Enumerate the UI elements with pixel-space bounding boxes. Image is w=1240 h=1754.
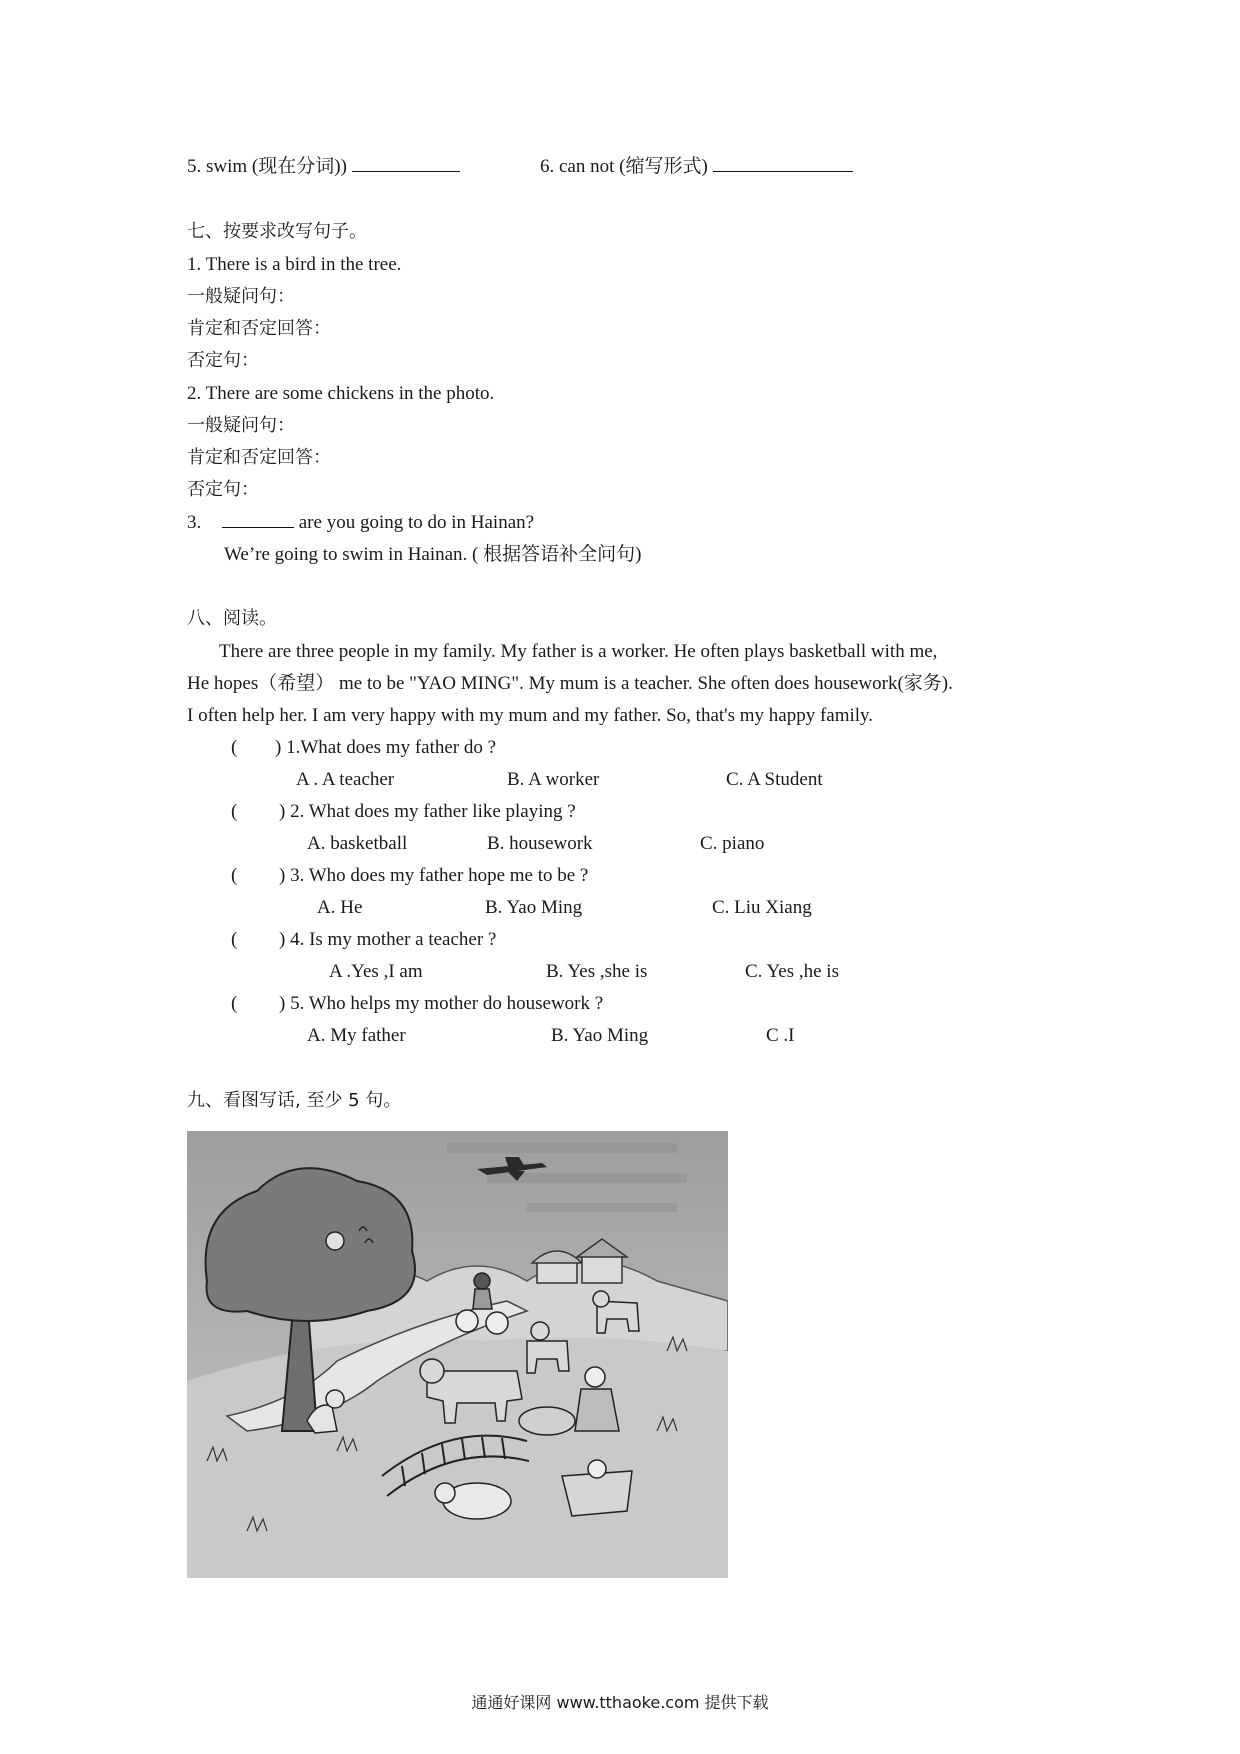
section-7-q1: 1. There is a bird in the tree. <box>187 254 402 275</box>
answer-bracket[interactable]: ( <box>231 801 238 822</box>
answer-bracket[interactable]: ( <box>231 993 238 1014</box>
passage-line-3: I often help her. I am very happy with my mum and my father. So, that's my happy family. <box>187 705 874 726</box>
reading-question-2 <box>231 799 576 825</box>
question-3-option-c: C. Liu Xiang <box>712 897 812 918</box>
question-5-option-b: B. Yao Ming <box>551 1025 649 1046</box>
question-1-option-b: B. A worker <box>507 769 600 790</box>
reading-question-4 <box>231 927 496 953</box>
passage-line-1: There are three people in my family. My father is a worker. He often plays basketball with me, <box>219 641 938 662</box>
farm-scene-picture <box>187 1131 728 1578</box>
fill-item-6 <box>540 154 853 180</box>
page-footer: 通通好课网 www.tthaoke.com 提供下载 <box>471 1693 769 1712</box>
section-7-q1-answers: 肯定和否定回答： <box>187 318 331 339</box>
section-7-q2-answers: 肯定和否定回答： <box>187 447 331 468</box>
fill-item-6-blank[interactable] <box>713 155 853 172</box>
answer-bracket[interactable]: ( <box>231 737 238 758</box>
question-text: ) 5. Who helps my mother do housework ? <box>279 993 604 1014</box>
question-3-option-a: A. He <box>317 897 363 918</box>
farm-scene-drawing <box>187 1131 728 1578</box>
section-9-heading: 九、看图写话, 至少 5 句。 <box>187 1090 402 1111</box>
question-2-option-c: C. piano <box>700 833 765 854</box>
fill-item-5-blank[interactable] <box>352 155 460 172</box>
question-2-option-a: A. basketball <box>307 833 408 854</box>
section-7-q2-general: 一般疑问句： <box>187 415 295 436</box>
question-1-option-c: C. A Student <box>726 769 823 790</box>
fill-item-5-label: 5. swim (现在分词)) <box>187 156 347 177</box>
question-4-option-c: C. Yes ,he is <box>745 961 839 982</box>
fill-item-5 <box>187 154 460 180</box>
reading-question-3 <box>231 863 588 889</box>
section-7-q3-answer: We’re going to swim in Hainan. ( 根据答语补全问句) <box>224 544 642 565</box>
question-5-option-a: A. My father <box>307 1025 406 1046</box>
answer-bracket[interactable]: ( <box>231 865 238 886</box>
question-4-option-b: B. Yes ,she is <box>546 961 648 982</box>
section-7-q2-negative: 否定句： <box>187 479 259 500</box>
reading-question-1 <box>231 735 496 761</box>
question-text: ) 3. Who does my father hope me to be ? <box>279 865 589 886</box>
section-7-heading: 七、按要求改写句子。 <box>187 221 367 242</box>
question-text: ) 2. What does my father like playing ? <box>279 801 576 822</box>
answer-bracket[interactable]: ( <box>231 929 238 950</box>
passage-line-2: He hopes（希望） me to be "YAO MING". My mum is a teacher. She often does housework(家务). <box>187 673 953 694</box>
fill-item-6-label: 6. can not (缩写形式) <box>540 156 708 177</box>
question-text: ) 4. Is my mother a teacher ? <box>279 929 497 950</box>
section-7-q3-blank[interactable] <box>222 511 294 528</box>
question-text: ) 1.What does my father do ? <box>275 737 497 758</box>
section-7-q3-text: are you going to do in Hainan? <box>298 512 535 533</box>
question-3-option-b: B. Yao Ming <box>485 897 583 918</box>
question-4-option-a: A .Yes ,I am <box>329 961 423 982</box>
reading-question-5 <box>231 991 603 1017</box>
section-7-q3-number: 3. <box>187 512 202 533</box>
section-8-heading: 八、阅读。 <box>187 608 277 629</box>
question-2-option-b: B. housework <box>487 833 593 854</box>
section-7-q1-negative: 否定句： <box>187 350 259 371</box>
question-5-option-c: C .I <box>766 1025 795 1046</box>
question-1-option-a: A . A teacher <box>296 769 395 790</box>
section-7-q3 <box>187 510 534 536</box>
section-7-q1-general: 一般疑问句： <box>187 286 295 307</box>
section-7-q2: 2. There are some chickens in the photo. <box>187 383 495 404</box>
